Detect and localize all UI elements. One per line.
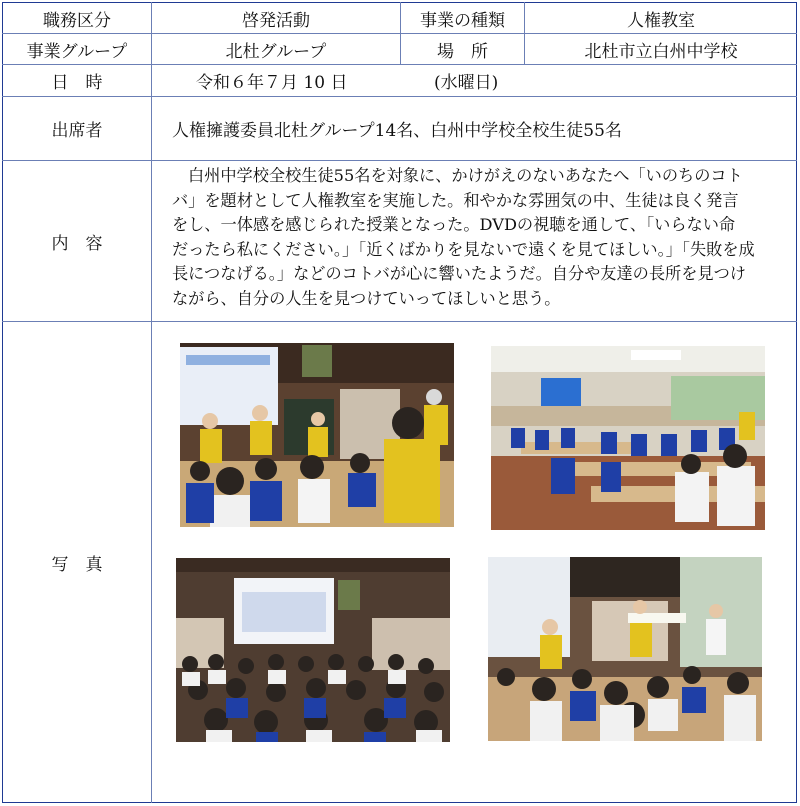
label-project-group: 事業グループ <box>26 41 128 62</box>
content-line: をし、一体感を感じられた授業となった。DVDの視聴を通して、「いらない命 <box>172 215 736 235</box>
photo-banner-activity <box>488 557 762 741</box>
content-line: だったら私にください。」「近くばかりを見ないで遠くを見てほしい。」「失敗を成 <box>172 239 755 259</box>
label-photos: 写 真 <box>51 554 103 575</box>
content-paragraph <box>172 164 792 312</box>
value-project-type: 人権教室 <box>627 10 695 31</box>
content-line: ながら、自分の人生を見つけていってほしいと思う。 <box>172 288 561 308</box>
label-content: 内 容 <box>51 233 103 254</box>
value-date: 令和６年７月 10 日 <box>196 73 348 93</box>
value-weekday: (水曜日) <box>434 73 499 93</box>
label-job-category: 職務区分 <box>43 10 111 31</box>
content-line: 長につなげる。」などのコトバが心に響いたようだ。自分や友達の長所を見つけ <box>172 264 746 284</box>
content-line: バ」を題材として人権教室を実施した。和やかな雰囲気の中、生徒は良く発言 <box>172 190 739 210</box>
value-location: 北杜市立白州中学校 <box>584 41 738 62</box>
value-project-group: 北杜グループ <box>225 41 327 62</box>
content-line: 白州中学校全校生徒55名を対象に、かけがえのないあなたへ「いのちのコト <box>188 166 743 185</box>
label-attendees: 出席者 <box>51 121 103 141</box>
photo-speakers <box>180 343 454 527</box>
value-attendees: 人権擁護委員北杜グループ14名、白州中学校全校生徒55名 <box>172 121 622 141</box>
label-location: 場 所 <box>437 41 488 62</box>
photo-classroom-wide <box>491 346 765 530</box>
value-job-category: 啓発活動 <box>242 10 310 31</box>
photo-screen-presentation <box>176 558 450 742</box>
label-project-type: 事業の種類 <box>420 10 505 31</box>
label-datetime: 日 時 <box>51 73 103 93</box>
